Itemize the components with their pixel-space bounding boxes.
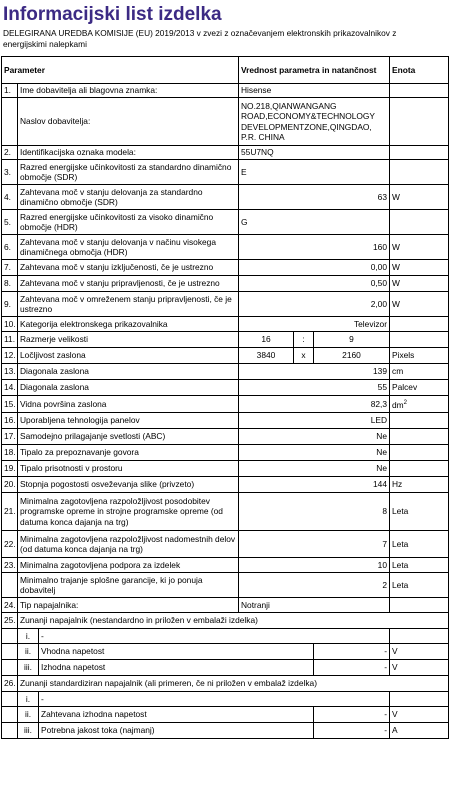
row-label: Zahtevana moč v omreženem stanju pripravljenosti, če je ustrezno (18, 292, 239, 317)
row-value: G (239, 210, 390, 235)
row-value: 139 (239, 364, 390, 380)
table-subrow (2, 723, 449, 739)
subrow-number: iii. (18, 660, 39, 676)
table-row (2, 185, 449, 210)
row-label: Zahtevana moč v stanju delovanja v načinu visokega dinamičnega območja (HDR) (18, 235, 239, 260)
row-number: 6. (2, 235, 18, 260)
subrow-value: - (314, 644, 390, 660)
header-parameter: Parameter (2, 57, 239, 84)
row-number: 5. (2, 210, 18, 235)
table-row (2, 493, 449, 531)
row-unit (390, 332, 449, 348)
row-value: 0,00 (239, 260, 390, 276)
subrow-number: ii. (18, 707, 39, 723)
subrow-label: Potrebna jakost toka (najmanj) (39, 723, 314, 739)
table-row (2, 235, 449, 260)
row-number: 18. (2, 445, 18, 461)
table-row (2, 429, 449, 445)
row-number: 14. (2, 380, 18, 396)
row-value: 55 (239, 380, 390, 396)
table-row (2, 613, 449, 629)
row-value: 160 (239, 235, 390, 260)
subrow-number: ii. (18, 644, 39, 660)
row-number: 3. (2, 160, 18, 185)
row-unit: W (390, 276, 449, 292)
table-row (2, 276, 449, 292)
table-subrow (2, 660, 449, 676)
row-value: Ne (239, 461, 390, 477)
page-title: Informacijski list izdelka (3, 4, 222, 25)
unit-superscript: 2 (403, 399, 407, 406)
row-label: Ločljivost zaslona (18, 348, 239, 364)
row-value: 2 (239, 573, 390, 598)
row-unit: Palcev (390, 380, 449, 396)
row-number: 4. (2, 185, 18, 210)
row-value-sep: x (294, 348, 314, 364)
row-label: Zahtevana moč v stanju pripravljenosti, če je ustrezno (18, 276, 239, 292)
subrow-label: Zahtevana izhodna napetost (39, 707, 314, 723)
row-label: Diagonala zaslona (18, 364, 239, 380)
table-row (2, 573, 449, 598)
row-value-sep: : (294, 332, 314, 348)
table-row (2, 477, 449, 493)
row-label: Naslov dobavitelja: (18, 98, 239, 146)
row-label: Ime dobavitelja ali blagovna znamka: (18, 84, 239, 98)
row-number: 19. (2, 461, 18, 477)
row-unit: $dm^2$ (390, 396, 449, 413)
row-unit (390, 445, 449, 461)
row-unit: W (390, 292, 449, 317)
row-label: Razred energijske učinkovitosti za standardno dinamično območje (SDR) (18, 160, 239, 185)
table-header-row (2, 57, 449, 84)
table-subrow (2, 692, 449, 707)
row-unit (390, 413, 449, 429)
row-value-b: 2160 (314, 348, 390, 364)
row-value: 0,50 (239, 276, 390, 292)
subrow-label: Izhodna napetost (39, 660, 314, 676)
subrow-number: i. (18, 692, 39, 707)
table-row (2, 332, 449, 348)
row-number: 12. (2, 348, 18, 364)
row-unit: Leta (390, 558, 449, 573)
row-value: 8 (239, 493, 390, 531)
row-label: Zunanji standardiziran napajalnik (ali primeren, če ni priložen v embalaž izdelka) (18, 676, 449, 692)
row-label: Zahtevana moč v stanju delovanja za standardno dinamično območje (SDR) (18, 185, 239, 210)
row-label: Tipalo za prepoznavanje govora (18, 445, 239, 461)
row-number: 11. (2, 332, 18, 348)
row-unit (390, 429, 449, 445)
row-unit (390, 317, 449, 332)
row-label: Samodejno prilagajanje svetlosti (ABC) (18, 429, 239, 445)
table-row (2, 445, 449, 461)
table-row (2, 558, 449, 573)
row-label: Zunanji napajalnik (nestandardno in priložen v embalaži izdelka) (18, 613, 449, 629)
subrow-unit: V (390, 644, 449, 660)
row-label: Identifikacijska oznaka modela: (18, 146, 239, 160)
row-number: 8. (2, 276, 18, 292)
row-unit (390, 160, 449, 185)
row-value: LED (239, 413, 390, 429)
row-number: 20. (2, 477, 18, 493)
row-value-b: 9 (314, 332, 390, 348)
row-number: 1. (2, 84, 18, 98)
table-row (2, 396, 449, 413)
row-label: Minimalna zagotovljena razpoložljivost nadomestnih delov (od datuma konca dajanja na trg) (18, 531, 239, 558)
row-value: 144 (239, 477, 390, 493)
subrow-number: iii. (18, 723, 39, 739)
row-unit (390, 210, 449, 235)
row-value: E (239, 160, 390, 185)
row-label: Minimalna zagotovljena razpoložljivost posodobitev programske opreme in strojne programske opreme (od datuma konca dajanja na trg) (18, 493, 239, 531)
regulation-subtitle: DELEGIRANA UREDBA KOMISIJE (EU) 2019/2013 v zvezi z označevanjem elektronskih prikazovalnikov z energijskimi nalepkami (3, 28, 397, 49)
row-unit: Leta (390, 493, 449, 531)
header-value: Vrednost parametra in natančnost (239, 57, 390, 84)
subrow-label: - (39, 692, 390, 707)
table-row (2, 292, 449, 317)
row-value: 55U7NQ (239, 146, 390, 160)
row-unit: W (390, 235, 449, 260)
row-label: Vidna površina zaslona (18, 396, 239, 413)
row-label: Minimalna zagotovljena podpora za izdelek (18, 558, 239, 573)
table-row (2, 461, 449, 477)
subrow-label: - (39, 629, 390, 644)
row-number: 23. (2, 558, 18, 573)
table-row (2, 598, 449, 613)
row-value: NO.218,QIANWANGANG ROAD,ECONOMY&TECHNOLOGY DEVELOPMENTZONE,QINGDAO, P.R. CHINA (239, 98, 390, 146)
row-number: 16. (2, 413, 18, 429)
subrow-unit: V (390, 707, 449, 723)
row-number: 13. (2, 364, 18, 380)
table-row (2, 160, 449, 185)
row-value: 82,3 (239, 396, 390, 413)
row-number: 22. (2, 531, 18, 558)
row-number: 25. (2, 613, 18, 629)
row-value: Ne (239, 445, 390, 461)
table-row (2, 146, 449, 160)
row-number: 24. (2, 598, 18, 613)
row-number: 15. (2, 396, 18, 413)
row-label: Kategorija elektronskega prikazovalnika (18, 317, 239, 332)
table-row (2, 260, 449, 276)
row-label: Tip napajalnika: (18, 598, 239, 613)
table-row (2, 317, 449, 332)
table-row (2, 676, 449, 692)
row-number: 21. (2, 493, 18, 531)
row-value: 10 (239, 558, 390, 573)
product-info-table (1, 56, 449, 739)
table-row (2, 98, 449, 146)
row-value: Hisense (239, 84, 390, 98)
row-unit: W (390, 260, 449, 276)
subrow-value: - (314, 707, 390, 723)
table-row (2, 210, 449, 235)
table-row (2, 531, 449, 558)
table-subrow (2, 644, 449, 660)
subrow-unit: V (390, 660, 449, 676)
subrow-unit (390, 692, 449, 707)
row-unit: W (390, 185, 449, 210)
subrow-unit: A (390, 723, 449, 739)
subrow-number: i. (18, 629, 39, 644)
row-unit: Leta (390, 531, 449, 558)
header-unit: Enota (390, 57, 449, 84)
row-value: 63 (239, 185, 390, 210)
table-subrow (2, 707, 449, 723)
row-number: 26. (2, 676, 18, 692)
row-unit: cm (390, 364, 449, 380)
row-value: Televizor (239, 317, 390, 332)
row-label: Razmerje velikosti (18, 332, 239, 348)
row-value: Notranji (239, 598, 390, 613)
row-number: 7. (2, 260, 18, 276)
subrow-unit (390, 629, 449, 644)
subrow-value: - (314, 660, 390, 676)
row-label: Uporabljena tehnologija panelov (18, 413, 239, 429)
table-subrow (2, 629, 449, 644)
table-row (2, 348, 449, 364)
row-number: 10. (2, 317, 18, 332)
row-unit (390, 461, 449, 477)
subrow-label: Vhodna napetost (39, 644, 314, 660)
row-unit (390, 84, 449, 98)
row-number: 2. (2, 146, 18, 160)
row-value-a: 16 (239, 332, 294, 348)
table-row (2, 84, 449, 98)
row-value: 7 (239, 531, 390, 558)
row-label: Diagonala zaslona (18, 380, 239, 396)
row-unit: Pixels (390, 348, 449, 364)
row-label: Stopnja pogostosti osveževanja slike (privzeto) (18, 477, 239, 493)
table-row (2, 413, 449, 429)
row-value: Ne (239, 429, 390, 445)
row-unit (390, 146, 449, 160)
row-label: Zahtevana moč v stanju izključenosti, če je ustrezno (18, 260, 239, 276)
row-unit: Leta (390, 573, 449, 598)
row-number: 17. (2, 429, 18, 445)
subrow-value: - (314, 723, 390, 739)
table-row (2, 380, 449, 396)
row-unit: Hz (390, 477, 449, 493)
row-value-a: 3840 (239, 348, 294, 364)
row-number: 9. (2, 292, 18, 317)
row-label: Razred energijske učinkovitosti za visoko dinamično območje (HDR) (18, 210, 239, 235)
table-row (2, 364, 449, 380)
row-value: 2,00 (239, 292, 390, 317)
row-unit (390, 598, 449, 613)
row-label: Minimalno trajanje splošne garancije, ki jo ponuja dobavitelj (18, 573, 239, 598)
row-label: Tipalo prisotnosti v prostoru (18, 461, 239, 477)
